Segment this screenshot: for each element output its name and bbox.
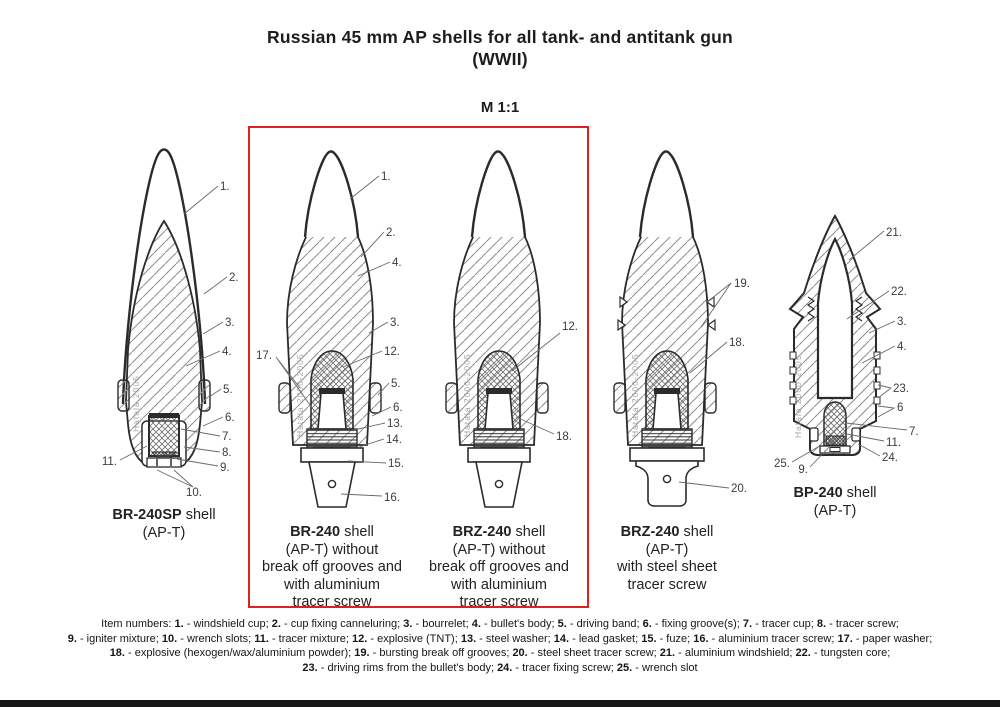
callout-label: 15.	[388, 458, 404, 470]
callout-label: 12.	[384, 346, 400, 358]
watermark-text: Hatala 2005	[131, 375, 141, 432]
shell-sub-line: with aluminium	[284, 576, 380, 593]
callout-label: 5.	[223, 384, 233, 396]
shell-label-brz240-a	[414, 524, 584, 612]
legend-line: Item numbers: 1. - windshield cup; 2. - cup fixing canneluring; 3. - bourrelet; 4. - bullet's body; 5. - driving band; 6. - fixing groove(s); 7. - tracer cup; 8. - tracer screw;	[101, 618, 899, 630]
driving-rim	[874, 397, 880, 404]
shell-label-br240	[247, 524, 417, 612]
shell-sub-line: break off grooves and	[262, 559, 402, 575]
shell-sub-line: tracer screw	[292, 594, 372, 610]
callout-label: 3.	[897, 316, 907, 328]
shell-sub-line: tracer screw	[459, 594, 539, 610]
page-title-line2: (WWII)	[472, 49, 528, 69]
tracer-flange	[810, 428, 818, 441]
callout-label: 11.	[101, 456, 117, 468]
callout-label: 5.	[391, 378, 401, 390]
lead-gasket	[648, 444, 686, 448]
callout-label: 9.	[220, 462, 230, 474]
scale-label: M 1:1	[480, 99, 520, 116]
callout-label: 10.	[186, 487, 202, 499]
legend-line: 23. - driving rims from the bullet's body; 24. - tracer fixing screw; 25. - wrench slot	[302, 661, 698, 674]
legend	[0, 617, 1000, 675]
shell-brz240-b-drawing	[614, 152, 750, 507]
callout-label: 1.	[220, 181, 230, 193]
callout-label: 6	[897, 402, 904, 414]
callout-label: 17.	[256, 350, 272, 362]
shell-sub-line: break off grooves and	[429, 559, 569, 575]
callout-label: 8.	[222, 447, 232, 459]
callout-label: 3.	[390, 317, 400, 329]
callout-label: 2.	[386, 227, 396, 239]
callout-label: 25.	[774, 458, 790, 470]
callout-label: 6.	[225, 412, 235, 424]
callout-label: 4.	[222, 346, 232, 358]
callout-label: 1.	[381, 171, 391, 183]
callout-label: 14.	[386, 434, 402, 446]
callout-label: 23.	[893, 383, 909, 395]
callout-label: 18.	[556, 431, 572, 443]
shell-name: BR-240SP shell	[112, 507, 216, 523]
tracer-mixture	[149, 416, 179, 456]
callout-label: 12.	[562, 321, 578, 333]
shell-sub-line: (AP-T) without	[285, 541, 379, 558]
igniter-mixture	[826, 436, 844, 445]
shell-br240sp-drawing	[102, 150, 239, 500]
callout-label: 18.	[729, 337, 745, 349]
callout-label: 22.	[891, 286, 907, 298]
driving-rim	[874, 367, 880, 374]
callout-label: 16.	[384, 492, 400, 504]
callout-label: 24.	[882, 452, 898, 464]
tracer-cap	[149, 413, 179, 418]
shell-brz240-a-drawing	[446, 152, 578, 508]
callout-label: 20.	[731, 483, 747, 495]
shell-sub-line: with steel sheet	[617, 559, 717, 575]
legend-line: 9. - igniter mixture; 10. - wrench slots; 11. - tracer mixture; 12. - explosive (TNT); 13. - steel washer; 14. - lead gasket; 15. - fuze; 16. - aluminium tracer screw; 17. - paper washer;	[67, 632, 933, 645]
shell-sub-line: (AP-T) without	[452, 541, 546, 558]
callout-label: 3.	[225, 317, 235, 329]
shell-sub-line: tracer screw	[627, 576, 707, 593]
shell-label-br240sp	[79, 507, 249, 542]
shell-name: BP-240 shell	[793, 485, 877, 501]
shell-label-bp240	[750, 485, 920, 520]
shell-br240-drawing	[256, 152, 404, 508]
callout-label: 6.	[393, 402, 403, 414]
tracer-flange	[852, 428, 860, 441]
footer-bar	[0, 700, 1000, 707]
callout-label: 9.	[798, 464, 808, 476]
callout-label: 7.	[222, 431, 232, 443]
watermark-text: Hatala 2000-2005	[793, 354, 803, 438]
driving-band-left	[118, 380, 129, 411]
shell-sub-line: (AP-T)	[813, 502, 857, 519]
callout-label: 2.	[229, 272, 239, 284]
screw-flange	[630, 448, 704, 461]
break-off-groove	[708, 320, 715, 330]
shell-name: BR-240 shell	[290, 524, 374, 540]
driving-band-right	[199, 380, 210, 411]
shell-bp240-drawing	[774, 216, 919, 476]
callout-label: 13.	[387, 418, 403, 430]
shell-sub-line: with aluminium	[451, 576, 547, 593]
shell-sub-line: (AP-T)	[142, 524, 186, 541]
page-title-line1: Russian 45 mm AP shells for all tank- and antitank gun	[267, 27, 733, 47]
callout-label: 4.	[392, 257, 402, 269]
legend-line: 18. - explosive (hexogen/wax/aluminium powder); 19. - bursting break off grooves; 20. - steel sheet tracer screw; 21. - aluminium windshield; 22. - tungsten core;	[109, 647, 891, 660]
callout-label: 19.	[734, 278, 750, 290]
shell-sub-line: (AP-T)	[645, 541, 689, 558]
shell-name: BRZ-240 shell	[620, 524, 714, 540]
shell-name: BRZ-240 shell	[452, 524, 546, 540]
shell-label-brz240-b	[582, 524, 752, 594]
callout-label: 11.	[886, 437, 902, 449]
bottom-plate	[147, 458, 181, 467]
callout-label: 4.	[897, 341, 907, 353]
callout-label: 21.	[886, 227, 902, 239]
callout-label: 7.	[909, 426, 919, 438]
